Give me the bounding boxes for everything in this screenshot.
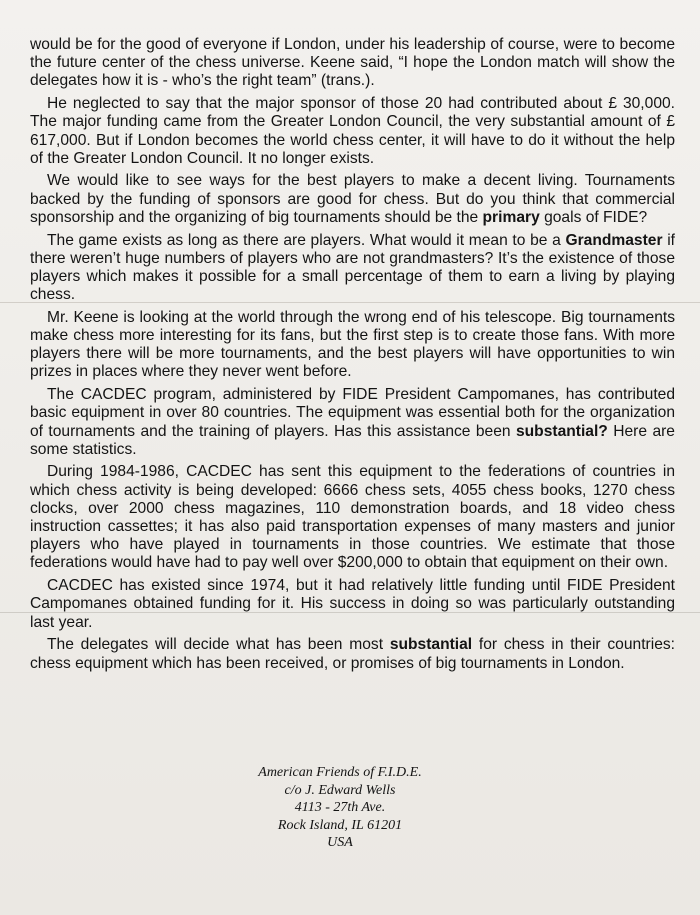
emphasis-grandmaster: Grandmaster bbox=[565, 231, 663, 249]
address-care-of: c/o J. Edward Wells bbox=[284, 782, 396, 798]
emphasis-substantial-question: substantial? bbox=[515, 422, 608, 440]
address-country: USA bbox=[327, 835, 353, 850]
paragraph-2: He neglected to say that the major sponsor of those 20 had contributed about £ 30,000. The major funding came from the Greater London Council, the very substantial amount of £ 617,000. But if London becomes the world chess center, it will have to do it without the help of the Greater London Council. It no longer exists. bbox=[30, 95, 675, 167]
address-organization: American Friends of F.I.D.E. bbox=[258, 765, 422, 780]
emphasis-primary: primary bbox=[482, 208, 540, 226]
paragraph-7: During 1984-1986, CACDEC has sent this equipment to the federations of countries in which chess activity is being developed: 6666 chess sets, 4055 chess books, 1270 chess clocks, over 2000 chess magazines, 110 demonstration boards, and 18 video chess instruction cassettes; it has also paid transportation expenses of many masters and junior players who have played in tournaments in those countries. We estimate that those federations would have had to pay well over $200,000 to obtain that equipment on their own. bbox=[30, 463, 675, 572]
paragraph-1: would be for the good of everyone if London, under his leadership of course, were to become the future center of the chess universe. Keene said, “I hope the London match will show the delegates how it is - who’s the right team” (trans.). bbox=[30, 36, 675, 90]
paragraph-6: The CACDEC program, administered by FIDE President Campomanes, has contributed basic equipment in over 80 countries. The equipment was essential both for the organization of tournaments and the training of players. Has this assistance been substantial? Here are some statistics. bbox=[30, 386, 675, 458]
address-city: Rock Island, IL 61201 bbox=[277, 817, 403, 833]
return-address bbox=[215, 764, 465, 852]
paragraph-5: Mr. Keene is looking at the world through the wrong end of his telescope. Big tournaments make chess more interesting for its fans, but the first step is to create those fans. With more players there will be more tournaments, and the best players will have opportunities to win prizes in places where they never went before. bbox=[30, 308, 675, 381]
address-street: 4113 - 27th Ave. bbox=[294, 800, 386, 815]
paragraph-9: The delegates will decide what has been most substantial for chess in their countries: chess equipment which has been received, or promises of big tournaments in London. bbox=[30, 636, 675, 672]
paragraph-8: CACDEC has existed since 1974, but it had relatively little funding until FIDE President Campomanes obtained funding for it. His success in doing so was particularly outstanding last year. bbox=[30, 577, 675, 631]
emphasis-substantial: substantial bbox=[389, 636, 473, 654]
paragraph-3: We would like to see ways for the best players to make a decent living. Tournaments backed by the funding of sponsors are good for chess. But do you think that commercial sponsorship and the organizing of big tournaments should be the primary goals of FIDE? bbox=[30, 172, 675, 226]
paragraph-4: The game exists as long as there are players. What would it mean to be a Grandmaster if there weren’t huge numbers of players who are not grandmasters? It’s the existence of those players which makes it possible for a small percentage of them to earn a living by playing chess. bbox=[30, 231, 675, 304]
article-body bbox=[30, 36, 675, 677]
